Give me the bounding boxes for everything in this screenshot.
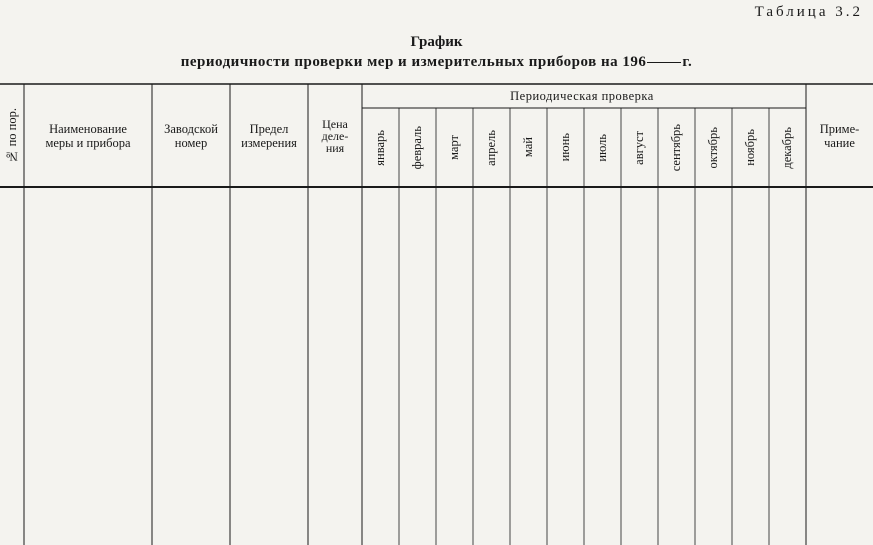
header-notes bbox=[806, 84, 873, 187]
header-division-line1: Цена bbox=[322, 116, 348, 131]
header-serial bbox=[152, 84, 230, 187]
month-label: май bbox=[521, 137, 535, 158]
subtitle-text: периодичности проверки мер и измерительных приборов на 196 bbox=[180, 54, 647, 70]
month-label: октябрь bbox=[706, 126, 720, 169]
header-division bbox=[308, 84, 362, 187]
table-number-label: Таблица 3.2 bbox=[754, 4, 863, 20]
header-notes-line2: чание bbox=[824, 135, 855, 150]
page-title: График bbox=[410, 34, 463, 50]
month-header bbox=[695, 108, 732, 187]
month-label: декабрь bbox=[780, 126, 794, 169]
month-header bbox=[362, 108, 399, 187]
month-header bbox=[769, 108, 806, 187]
month-header bbox=[473, 108, 510, 187]
header-serial-line2: номер bbox=[174, 135, 208, 150]
month-header bbox=[510, 108, 547, 187]
month-label: апрель bbox=[484, 129, 498, 166]
month-label: сентябрь bbox=[669, 123, 683, 172]
month-header bbox=[658, 108, 695, 187]
header-number-label: № по пор. bbox=[4, 107, 19, 164]
header-name-line1: Наименование bbox=[49, 121, 127, 136]
header-number bbox=[0, 84, 24, 187]
header-division-line2: деле- bbox=[321, 128, 349, 143]
month-header bbox=[584, 108, 621, 187]
month-label: август bbox=[632, 130, 646, 165]
header-division-line3: ния bbox=[325, 140, 345, 155]
header-limit-line1: Предел bbox=[249, 121, 289, 136]
header-name bbox=[24, 84, 152, 187]
month-header bbox=[436, 108, 473, 187]
header-limit-line2: измерения bbox=[241, 135, 297, 150]
month-label: февраль bbox=[410, 125, 424, 170]
header-limit bbox=[230, 84, 308, 187]
month-label: июнь bbox=[558, 133, 572, 162]
month-label: январь bbox=[373, 129, 387, 166]
header-notes-line1: Приме- bbox=[819, 121, 860, 136]
header-periodic-check: Периодическая проверка bbox=[510, 88, 654, 103]
month-label: июль bbox=[595, 133, 609, 162]
header-serial-line1: Заводской bbox=[164, 121, 218, 136]
month-header bbox=[732, 108, 769, 187]
subtitle-suffix: г. bbox=[682, 54, 693, 70]
month-label: ноябрь bbox=[743, 129, 757, 166]
month-header bbox=[621, 108, 658, 187]
month-header bbox=[399, 108, 436, 187]
header-name-line2: меры и прибора bbox=[45, 135, 131, 150]
month-label: март bbox=[447, 135, 461, 160]
month-header bbox=[547, 108, 584, 187]
